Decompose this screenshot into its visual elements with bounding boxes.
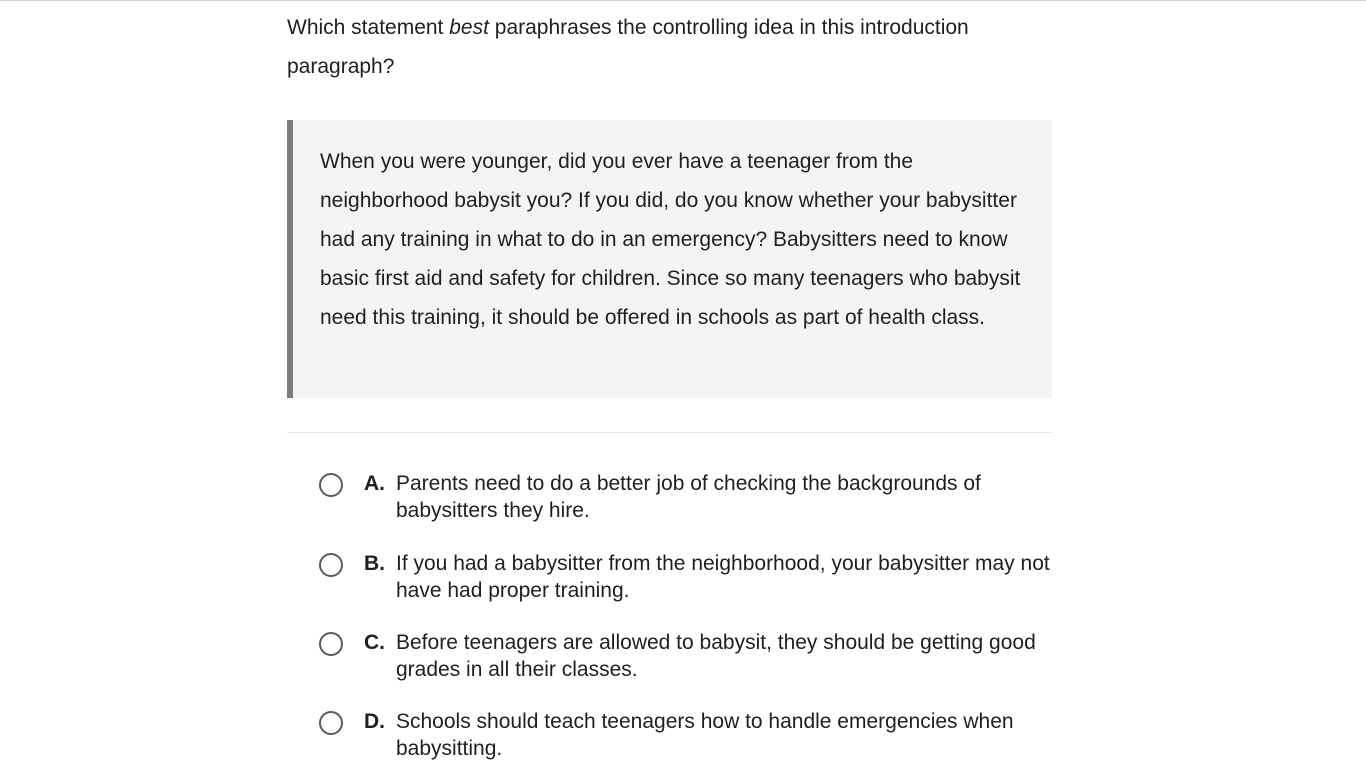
passage-block: [287, 120, 1052, 398]
radio-button-d[interactable]: [319, 711, 343, 735]
question-pre: Which statement: [287, 16, 450, 39]
top-divider: [0, 0, 1366, 1]
option-d-text: Schools should teach teenagers how to handle emergencies when babysitting.: [396, 710, 1014, 760]
option-c-letter: C.: [364, 631, 385, 654]
passage-text: When you were younger, did you ever have a teenager from the neighborhood babysit you? If you did, do you know whether your babysitter had any training in what to do in an emergency? Babysitters need to know basic first aid and safety for children. Since so many teenagers who babysit need this training, it should be offered in schools as part of health class.: [320, 150, 1021, 329]
option-a-text: Parents need to do a better job of checking the backgrounds of babysitters they hire.: [396, 472, 981, 522]
radio-button-b[interactable]: [319, 553, 343, 577]
option-b-letter: B.: [364, 552, 385, 575]
radio-button-c[interactable]: [319, 632, 343, 656]
option-d-letter: D.: [364, 710, 385, 733]
option-c-text: Before teenagers are allowed to babysit, they should be getting good grades in all their classes.: [396, 631, 1036, 681]
question-text: [287, 8, 1052, 86]
question-emphasis: best: [449, 16, 489, 39]
question: [287, 8, 1052, 86]
radio-button-a[interactable]: [319, 473, 343, 497]
section-divider: [287, 432, 1052, 433]
option-a-letter: A.: [364, 472, 385, 495]
option-b-text: If you had a babysitter from the neighborhood, your babysitter may not have had proper training.: [396, 552, 1050, 602]
question-post: paraphrases the controlling idea in this introduction paragraph?: [287, 16, 969, 78]
